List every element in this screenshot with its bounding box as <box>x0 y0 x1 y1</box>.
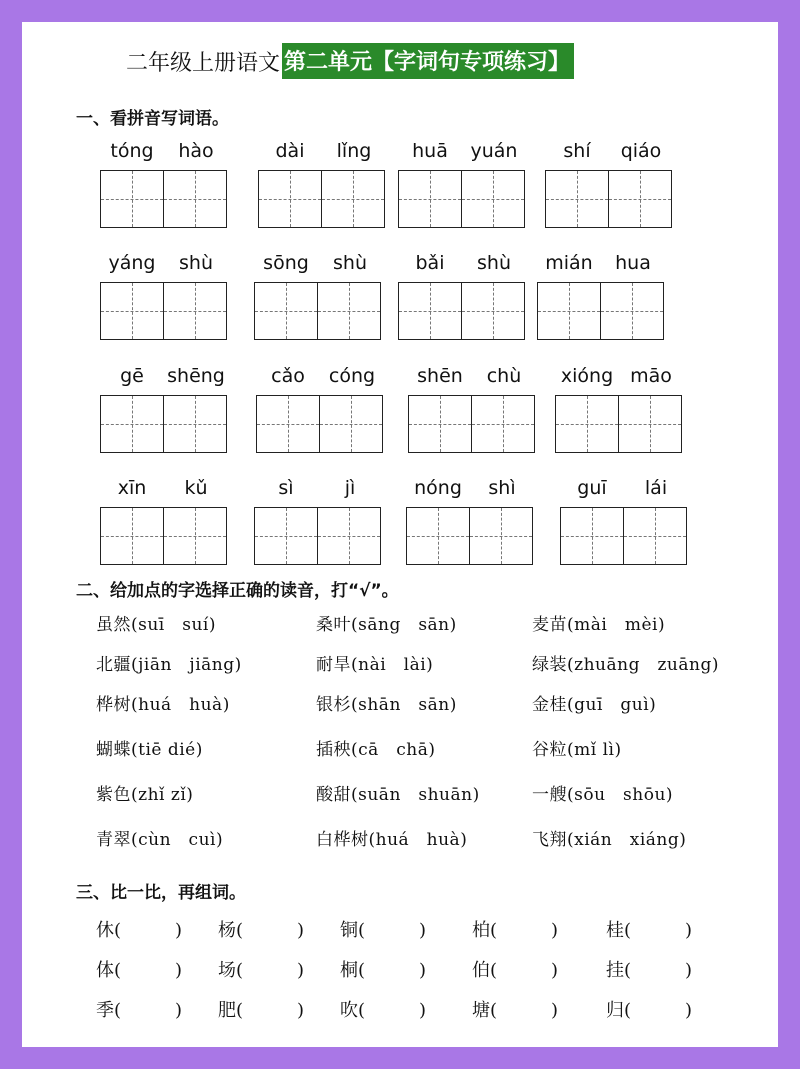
compose-word-item[interactable]: 季( ) <box>96 1000 183 1021</box>
pinyin-syllable: kǔ <box>184 477 208 499</box>
compose-word-item[interactable]: 铜( ) <box>340 920 427 941</box>
compose-word-item[interactable]: 杨( ) <box>218 920 305 941</box>
pinyin-syllable: sì <box>278 477 294 499</box>
pinyin-syllable: shí <box>563 140 591 162</box>
compose-word-item[interactable]: 归( ) <box>606 1000 693 1021</box>
pinyin-syllable: hào <box>178 140 214 162</box>
tian-zi-cell[interactable] <box>256 395 320 453</box>
tian-zi-cell[interactable] <box>461 170 525 228</box>
reading-choice-item[interactable]: 桑叶(sāng sān) <box>316 615 457 635</box>
reading-choice-item[interactable]: 蝴蝶(tiē dié) <box>96 740 203 760</box>
tian-zi-cell[interactable] <box>163 507 227 565</box>
reading-choice-item[interactable]: 一艘(sōu shōu) <box>532 785 674 805</box>
tian-zi-cell[interactable] <box>100 170 164 228</box>
reading-choice-item[interactable]: 麦苗(mài mèi) <box>532 615 666 635</box>
tian-zi-cell[interactable] <box>608 170 672 228</box>
tian-zi-cell[interactable] <box>398 170 462 228</box>
compose-word-item[interactable]: 挂( ) <box>606 960 693 981</box>
writing-grid[interactable] <box>100 507 227 565</box>
writing-grid[interactable] <box>555 395 682 453</box>
section1-heading: 一、看拼音写词语。 <box>76 109 229 129</box>
tian-zi-cell[interactable] <box>471 395 535 453</box>
pinyin-syllable: yáng <box>108 252 156 274</box>
tian-zi-cell[interactable] <box>321 170 385 228</box>
writing-grid[interactable] <box>254 507 381 565</box>
reading-choice-item[interactable]: 酸甜(suān shuān) <box>316 785 480 805</box>
tian-zi-cell[interactable] <box>319 395 383 453</box>
reading-choice-item[interactable]: 金桂(guī guì) <box>532 695 657 715</box>
tian-zi-cell[interactable] <box>163 395 227 453</box>
tian-zi-cell[interactable] <box>100 395 164 453</box>
pinyin-syllable: xīn <box>117 477 147 499</box>
writing-grid[interactable] <box>545 170 672 228</box>
pinyin-syllable: shēng <box>167 365 225 387</box>
compose-word-item[interactable]: 体( ) <box>96 960 183 981</box>
section2-heading: 二、给加点的字选择正确的读音，打“√”。 <box>76 581 399 601</box>
writing-grid[interactable] <box>406 507 533 565</box>
reading-choice-item[interactable]: 桦树(huá huà) <box>96 695 230 715</box>
tian-zi-cell[interactable] <box>408 395 472 453</box>
reading-choice-item[interactable]: 银杉(shān sān) <box>316 695 457 715</box>
pinyin-syllable: mián <box>545 252 593 274</box>
compose-word-item[interactable]: 塘( ) <box>472 1000 559 1021</box>
pinyin-syllable: bǎi <box>415 252 445 274</box>
reading-choice-item[interactable]: 虽然(suī suí) <box>96 615 216 635</box>
tian-zi-cell[interactable] <box>254 282 318 340</box>
writing-grid[interactable] <box>408 395 535 453</box>
pinyin-syllable: shù <box>179 252 213 274</box>
writing-grid[interactable] <box>254 282 381 340</box>
tian-zi-cell[interactable] <box>560 507 624 565</box>
compose-word-item[interactable]: 桂( ) <box>606 920 693 941</box>
section3-heading: 三、比一比，再组词。 <box>76 883 246 903</box>
reading-choice-item[interactable]: 耐旱(nài lài) <box>316 655 434 675</box>
pinyin-syllable: chù <box>486 365 522 387</box>
tian-zi-cell[interactable] <box>163 170 227 228</box>
title-main: 二年级上册语文 <box>126 50 281 76</box>
pinyin-syllable: nóng <box>414 477 462 499</box>
pinyin-syllable: shù <box>333 252 367 274</box>
tian-zi-cell[interactable] <box>398 282 462 340</box>
writing-grid[interactable] <box>100 395 227 453</box>
writing-grid[interactable] <box>256 395 383 453</box>
writing-grid[interactable] <box>398 170 525 228</box>
compose-word-item[interactable]: 场( ) <box>218 960 305 981</box>
tian-zi-cell[interactable] <box>163 282 227 340</box>
reading-choice-item[interactable]: 北疆(jiān jiāng) <box>96 655 242 675</box>
page-title <box>126 44 574 78</box>
writing-grid[interactable] <box>560 507 687 565</box>
tian-zi-cell[interactable] <box>537 282 601 340</box>
tian-zi-cell[interactable] <box>600 282 664 340</box>
reading-choice-item[interactable]: 紫色(zhǐ zǐ) <box>96 785 194 805</box>
tian-zi-cell[interactable] <box>555 395 619 453</box>
compose-word-item[interactable]: 休( ) <box>96 920 183 941</box>
reading-choice-item[interactable]: 绿装(zhuāng zuāng) <box>532 655 719 675</box>
tian-zi-cell[interactable] <box>618 395 682 453</box>
reading-choice-item[interactable]: 青翠(cùn cuì) <box>96 830 224 850</box>
pinyin-syllable: guī <box>577 477 607 499</box>
pinyin-syllable: sōng <box>263 252 309 274</box>
pinyin-syllable: shù <box>477 252 511 274</box>
compose-word-item[interactable]: 伯( ) <box>472 960 559 981</box>
pinyin-syllable: māo <box>630 365 672 387</box>
compose-word-item[interactable]: 桐( ) <box>340 960 427 981</box>
tian-zi-cell[interactable] <box>623 507 687 565</box>
tian-zi-cell[interactable] <box>406 507 470 565</box>
compose-word-item[interactable]: 肥( ) <box>218 1000 305 1021</box>
writing-grid[interactable] <box>100 282 227 340</box>
writing-grid[interactable] <box>398 282 525 340</box>
compose-word-item[interactable]: 吹( ) <box>340 1000 427 1021</box>
pinyin-syllable: lái <box>644 477 668 499</box>
tian-zi-cell[interactable] <box>254 507 318 565</box>
tian-zi-cell[interactable] <box>317 282 381 340</box>
reading-choice-item[interactable]: 白桦树(huá huà) <box>316 830 468 850</box>
tian-zi-cell[interactable] <box>258 170 322 228</box>
tian-zi-cell[interactable] <box>469 507 533 565</box>
pinyin-syllable: qiáo <box>620 140 662 162</box>
writing-grid[interactable] <box>258 170 385 228</box>
pinyin-syllable: cǎo <box>271 365 305 387</box>
tian-zi-cell[interactable] <box>461 282 525 340</box>
pinyin-syllable: gē <box>120 365 144 387</box>
tian-zi-cell[interactable] <box>317 507 381 565</box>
pinyin-syllable: tóng <box>110 140 154 162</box>
pinyin-syllable: yuán <box>470 140 518 162</box>
tian-zi-cell[interactable] <box>100 282 164 340</box>
pinyin-syllable: dài <box>275 140 305 162</box>
reading-choice-item[interactable]: 插秧(cā chā) <box>316 740 436 760</box>
pinyin-syllable: lǐng <box>336 140 372 162</box>
compose-word-item[interactable]: 柏( ) <box>472 920 559 941</box>
pinyin-syllable: hua <box>615 252 651 274</box>
pinyin-syllable: shēn <box>417 365 463 387</box>
pinyin-syllable: cóng <box>328 365 376 387</box>
reading-choice-item[interactable]: 谷粒(mǐ lì) <box>532 740 622 760</box>
writing-grid[interactable] <box>100 170 227 228</box>
pinyin-syllable: shì <box>488 477 516 499</box>
reading-choice-item[interactable]: 飞翔(xián xiáng) <box>532 830 687 850</box>
pinyin-syllable: xióng <box>560 365 614 387</box>
tian-zi-cell[interactable] <box>100 507 164 565</box>
pinyin-syllable: jì <box>344 477 356 499</box>
writing-grid[interactable] <box>537 282 664 340</box>
pinyin-syllable: huā <box>412 140 448 162</box>
title-highlight: 第二单元【字词句专项练习】 <box>282 43 574 79</box>
tian-zi-cell[interactable] <box>545 170 609 228</box>
